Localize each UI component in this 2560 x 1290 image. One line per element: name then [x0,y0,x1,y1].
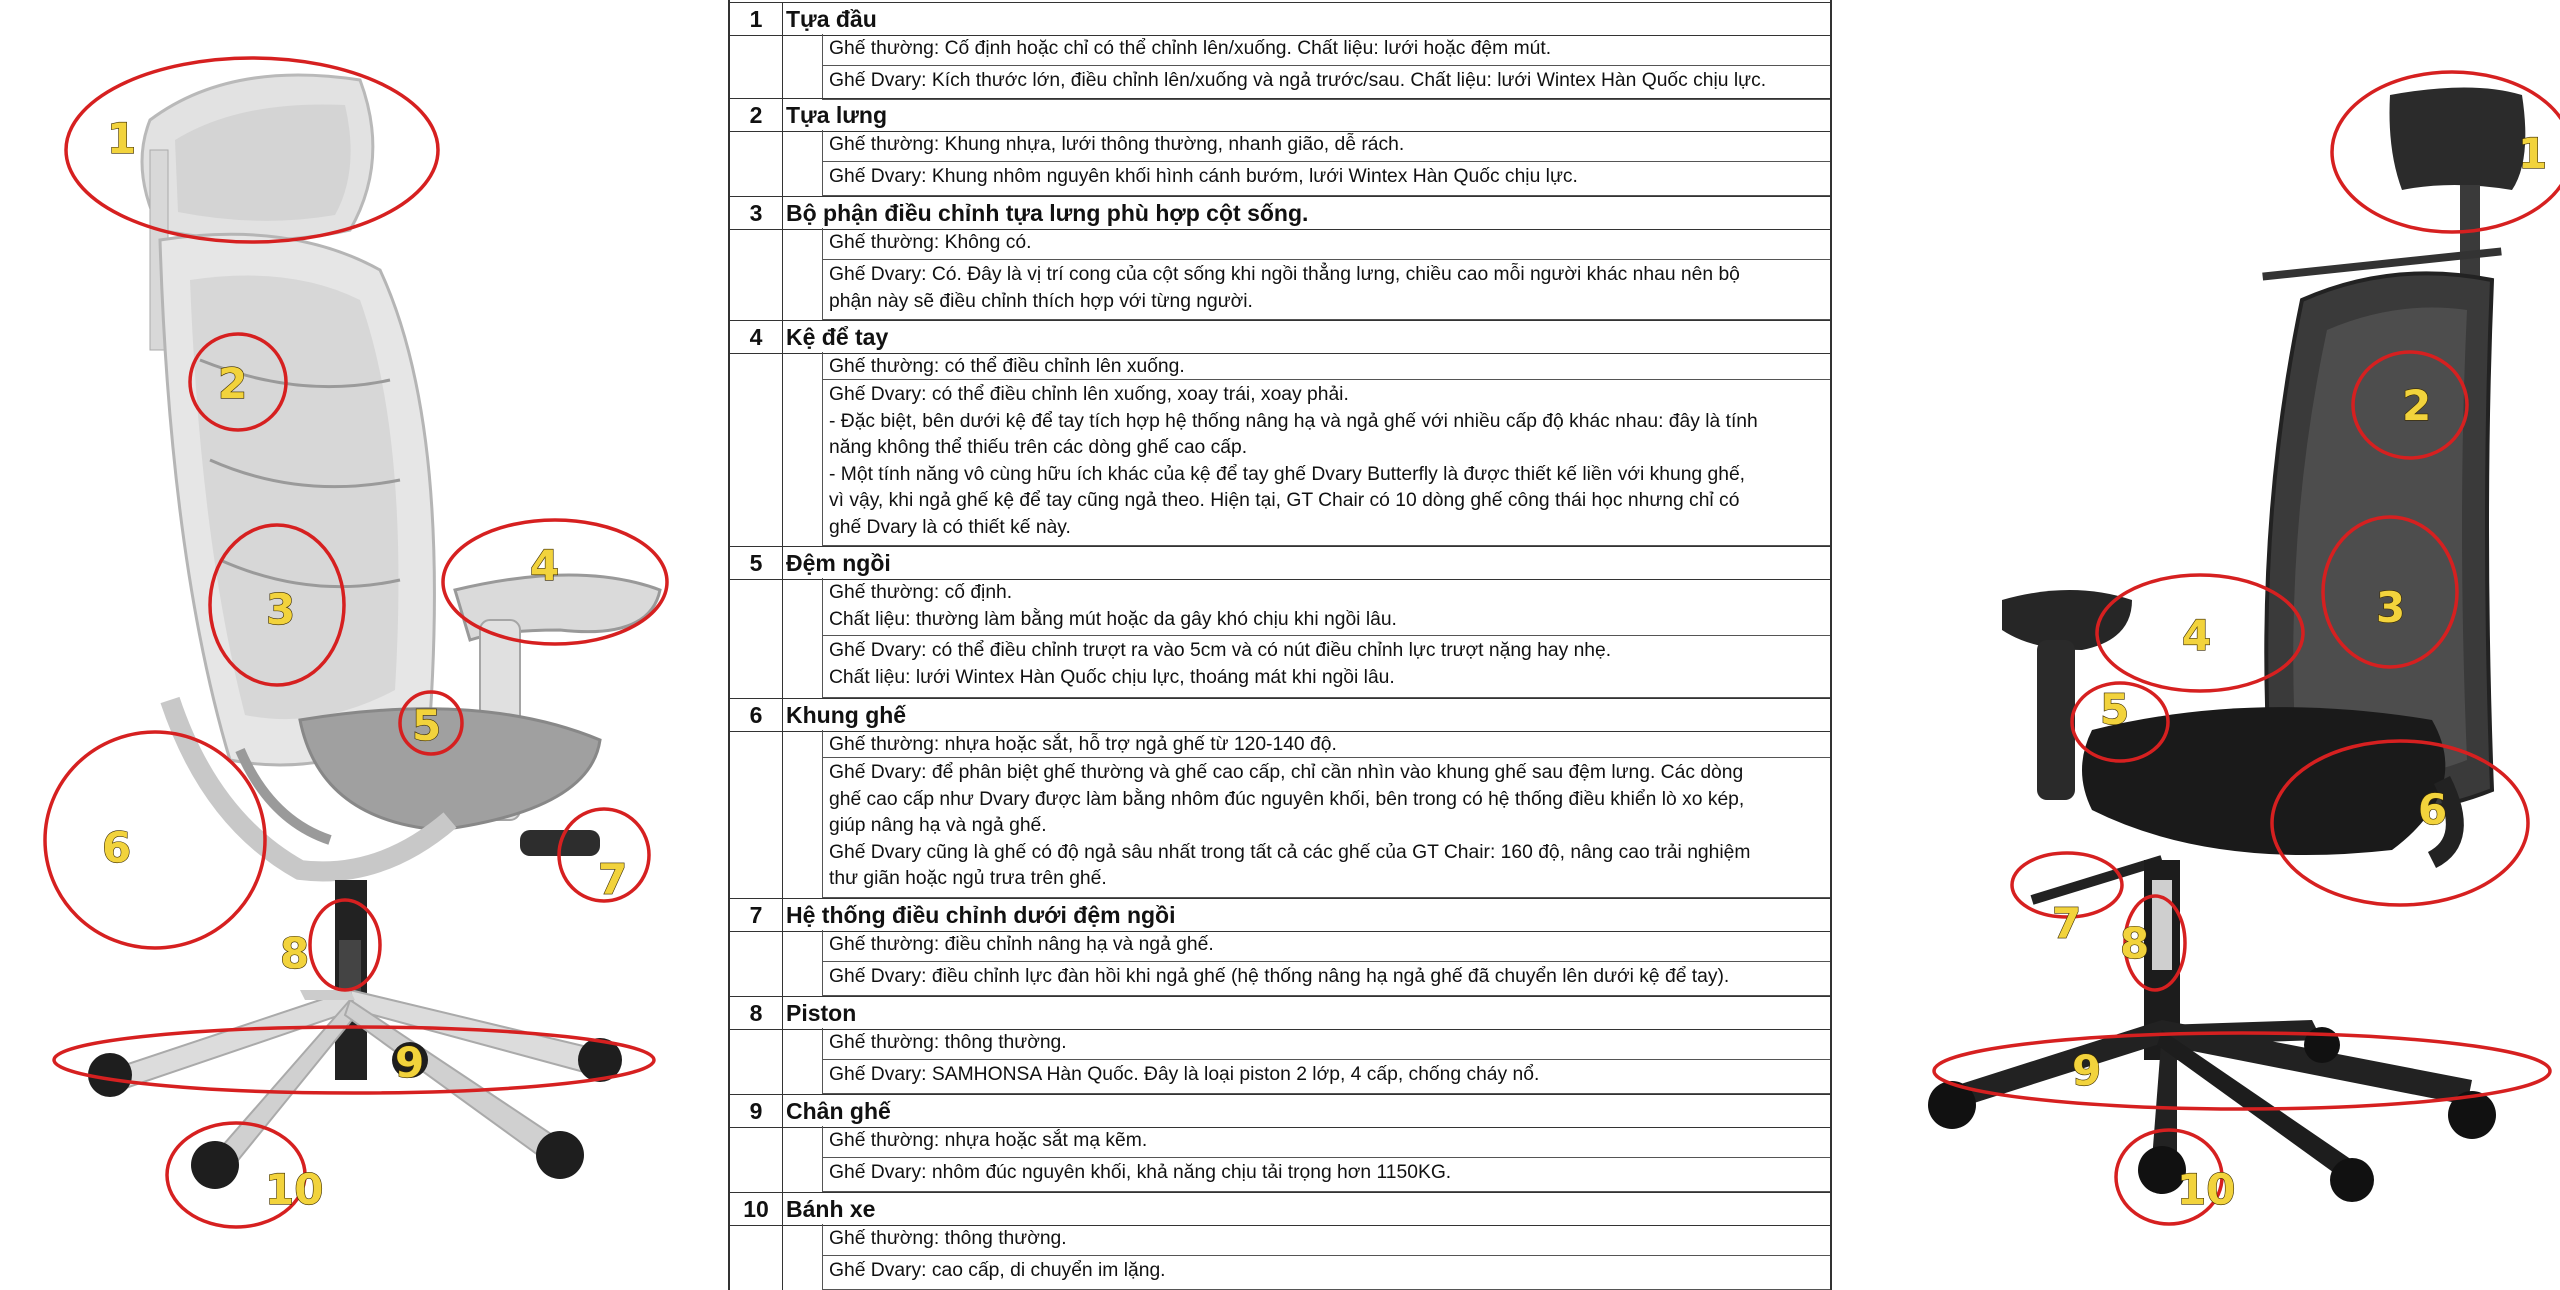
row-dvary: Ghế Dvary: Kích thước lớn, điều chỉnh lên/xuống và ngả trước/sau. Chất liệu: lưới Wintex Hàn Quốc chịu lực. [822,66,1830,100]
section-number: 7 [730,899,783,931]
row-dvary: Ghế Dvary: để phân biệt ghế thường và ghế cao cấp, chỉ cần nhìn vào khung ghế sau đệm lưng. Các dòng ghế cao cấp như Dvary được làm bằng nhôm đúc nguyên khối, bên trong có hệ thống điều khiển lò xo kép, giúp nâng hạ và ngả ghế. Ghế Dvary cũng là ghế có độ ngả sâu nhất trong tất cả các ghế của GT Chair: 160 độ, nâng cao trải nghiệm thư giãn hoặc ngủ trưa trên ghế. [822,758,1830,898]
marker-10: 10 [2177,1165,2236,1214]
marker-4: 4 [530,541,560,590]
row-regular: Ghế thường: thông thường. [822,1224,1830,1256]
marker-9: 9 [2072,1046,2102,1095]
row-regular: Ghế thường: Không có. [822,228,1830,260]
marker-5: 5 [2100,685,2130,734]
section-8 [730,996,1830,1094]
section-number: 8 [730,997,783,1029]
section-title: Hệ thống điều chỉnh dưới đệm ngồi [786,902,1176,928]
row-regular: Ghế thường: nhựa hoặc sắt mạ kẽm. [822,1126,1830,1158]
marker-9: 9 [395,1038,425,1087]
row-dvary: Ghế Dvary: có thể điều chỉnh lên xuống, xoay trái, xoay phải. - Đặc biệt, bên dưới kệ để tay tích hợp hệ thống nâng hạ và ngả ghế với nhiều cấp độ khác nhau: đây là tính năng không thể thiếu trên các dòng ghế cao cấp. - Một tính năng vô cùng hữu ích khác của kệ để tay ghế Dvary Butterfly là được thiết kế liền với khung ghế, vì vậy, khi ngả ghế kệ để tay cũng ngả theo. Hiện tại, GT Chair có 10 dòng ghế công thái học nhưng chỉ có ghế Dvary là có thiết kế này. [822,380,1830,546]
comparison-table [728,0,1832,1290]
section-2 [730,98,1830,196]
section-number: 5 [730,547,783,579]
section-5 [730,546,1830,698]
row-dvary: Ghế Dvary: SAMHONSA Hàn Quốc. Đây là loại piston 2 lớp, 4 cấp, chống cháy nổ. [822,1060,1830,1094]
marker-1: 1 [2518,129,2548,178]
section-title: Khung ghế [786,702,907,728]
row-regular: Ghế thường: điều chỉnh nâng hạ và ngả ghế. [822,930,1830,962]
section-number: 4 [730,321,783,353]
section-title: Tựa lưng [786,102,888,128]
marker-3: 3 [2376,583,2406,632]
marker-2: 2 [218,359,248,408]
section-9 [730,1094,1830,1192]
marker-6: 6 [102,823,132,872]
section-title: Kệ để tay [786,324,889,350]
section-1 [730,2,1830,98]
section-title: Chân ghế [786,1098,891,1124]
section-title: Tựa đầu [786,6,877,32]
marker-7: 7 [2052,899,2082,948]
row-regular: Ghế thường: cố định. Chất liệu: thường làm bằng mút hoặc da gây khó chịu khi ngồi lâu. [822,578,1830,636]
marker-5: 5 [412,701,442,750]
row-dvary: Ghế Dvary: nhôm đúc nguyên khối, khả năng chịu tải trọng hơn 1150KG. [822,1158,1830,1192]
section-number: 9 [730,1095,783,1127]
section-title: Bộ phận điều chỉnh tựa lưng phù hợp cột sống. [786,200,1309,226]
row-regular: Ghế thường: Cố định hoặc chỉ có thể chỉnh lên/xuống. Chất liệu: lưới hoặc đệm mút. [822,34,1830,66]
dvary-chair-drawing [0,0,728,1290]
section-title: Đệm ngồi [786,550,891,576]
marker-7: 7 [598,855,628,904]
row-dvary: Ghế Dvary: có thể điều chỉnh trượt ra vào 5cm và có nút điều chỉnh lực trượt nặng hay nhẹ. Chất liệu: lưới Wintex Hàn Quốc chịu lực, thoáng mát khi ngồi lâu. [822,636,1830,698]
section-10 [730,1192,1830,1290]
section-number: 2 [730,99,783,131]
marker-6: 6 [2418,785,2448,834]
regular-chair-drawing [1832,0,2560,1290]
section-7 [730,898,1830,996]
section-title: Bánh xe [786,1196,876,1222]
section-number: 6 [730,699,783,731]
marker-4: 4 [2182,611,2212,660]
dvary-chair-image [0,0,728,1290]
section-3 [730,196,1830,320]
section-number: 3 [730,197,783,229]
marker-2: 2 [2402,381,2432,430]
section-6 [730,698,1830,898]
row-dvary: Ghế Dvary: Có. Đây là vị trí cong của cột sống khi ngồi thẳng lưng, chiều cao mỗi người khác nhau nên bộ phận này sẽ điều chỉnh thích hợp với từng người. [822,260,1830,320]
row-dvary: Ghế Dvary: cao cấp, di chuyển im lặng. [822,1256,1830,1290]
section-title: Piston [786,1000,857,1026]
marker-8: 8 [280,929,310,978]
row-regular: Ghế thường: nhựa hoặc sắt, hỗ trợ ngả ghế từ 120-140 độ. [822,730,1830,758]
marker-3: 3 [266,585,296,634]
row-regular: Ghế thường: thông thường. [822,1028,1830,1060]
section-4 [730,320,1830,546]
row-regular: Ghế thường: Khung nhựa, lưới thông thường, nhanh gião, dễ rách. [822,130,1830,162]
row-dvary: Ghế Dvary: Khung nhôm nguyên khối hình cánh bướm, lưới Wintex Hàn Quốc chịu lực. [822,162,1830,196]
row-regular: Ghế thường: có thể điều chỉnh lên xuống. [822,352,1830,380]
marker-1: 1 [107,114,137,163]
marker-8: 8 [2120,919,2150,968]
section-number: 10 [730,1193,783,1225]
regular-chair-image [1832,0,2560,1290]
row-dvary: Ghế Dvary: điều chỉnh lực đàn hồi khi ngả ghế (hệ thống nâng hạ ngả ghế đã chuyển lên dưới kệ để tay). [822,962,1830,996]
marker-10: 10 [265,1165,324,1214]
section-number: 1 [730,3,783,35]
